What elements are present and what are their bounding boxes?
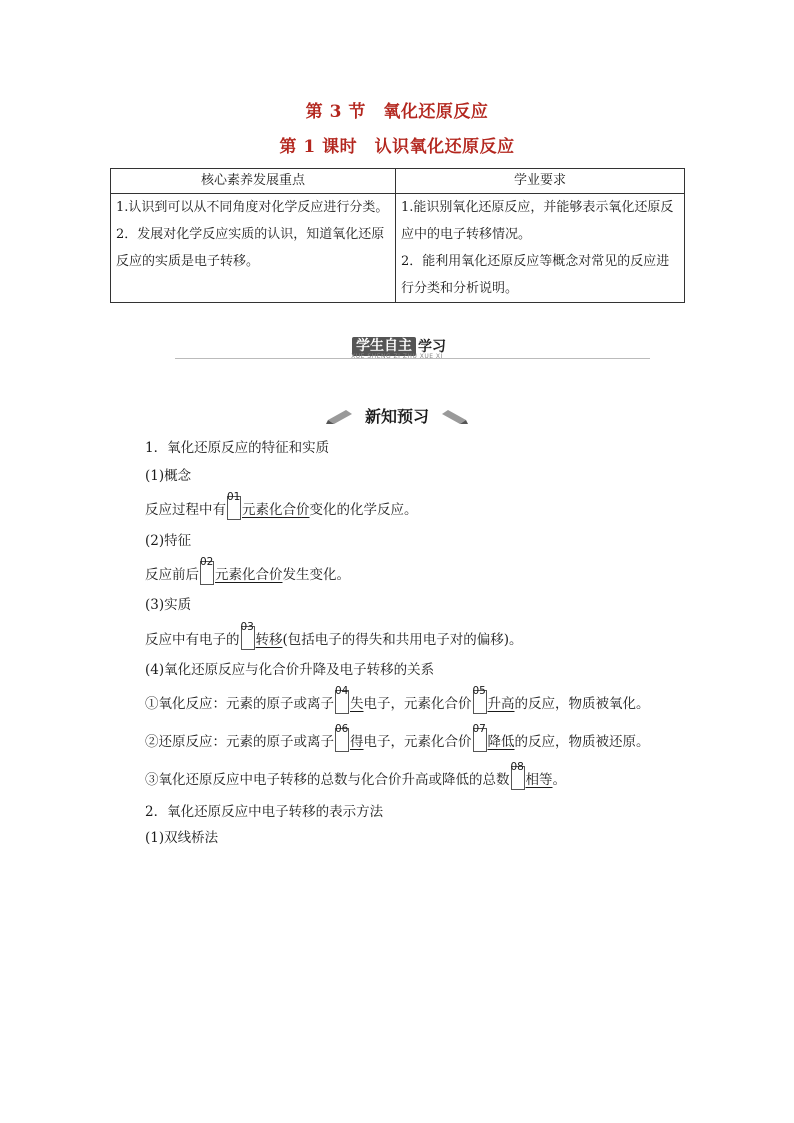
table-cell-core-literacy <box>111 194 396 303</box>
pencil-icon <box>440 408 468 424</box>
answer-text: 失 <box>350 696 364 712</box>
section-title: 第 3 节 氧化还原反应 <box>305 102 489 122</box>
section-banner-label: 学习 <box>418 339 446 355</box>
answer-text: 升高 <box>487 696 515 712</box>
answer-blank: 03 <box>241 626 255 650</box>
paragraph-essence: 反应中有电子的 03 转移(包括电子的得失和共用电子对的偏移)。 <box>145 621 523 648</box>
pencil-icon <box>326 408 354 424</box>
requirements-table <box>110 168 685 303</box>
answer-text: 元素化合价 <box>242 502 310 518</box>
answer-blank: 08 <box>511 766 525 790</box>
list-item: 1.能识别氧化还原反应，并能够表示氧化还原反应中的电子转移情况。 <box>401 200 674 242</box>
answer-blank: 02 <box>200 561 214 585</box>
answer-blank: 06 <box>335 728 349 752</box>
answer-text: 相等 <box>525 772 553 788</box>
section-badge: 学生自主 <box>352 337 416 356</box>
list-item: 2．发展对化学反应实质的认识，知道氧化还原反应的实质是电子转移。 <box>116 227 385 269</box>
sub-banner <box>0 404 794 427</box>
answer-text: 得 <box>350 734 364 750</box>
table-header-core-literacy: 核心素养发展重点 <box>111 169 396 194</box>
answer-blank: 05 <box>473 690 487 714</box>
heading-2: 2．氧化还原反应中电子转移的表示方法 <box>145 804 384 820</box>
subheading-essence: (3)实质 <box>145 597 192 613</box>
paragraph-oxidation: ①氧化反应：元素的原子或离子 04 失电子，元素化合价 05 升高的反应，物质被氧化。 <box>145 685 650 712</box>
table-cell-academic-requirements <box>396 194 685 303</box>
answer-text: 元素化合价 <box>215 567 283 583</box>
sub-banner-label: 新知预习 <box>364 407 429 426</box>
answer-blank: 04 <box>335 690 349 714</box>
paragraph-equality: ③氧化还原反应中电子转移的总数与化合价升高或降低的总数 08 相等。 <box>145 761 566 788</box>
answer-text: 转移 <box>255 632 283 648</box>
answer-text: 降低 <box>487 734 515 750</box>
answer-blank: 01 <box>227 496 241 520</box>
subheading-relation: (4)氧化还原反应与化合价升降及电子转移的关系 <box>145 662 435 678</box>
table-row <box>111 194 685 303</box>
subheading-concept: (1)概念 <box>145 468 192 484</box>
paragraph-concept: 反应过程中有 01 元素化合价变化的化学反应。 <box>145 491 418 518</box>
answer-blank: 07 <box>473 728 487 752</box>
paragraph-feature: 反应前后 02 元素化合价发生变化。 <box>145 556 350 583</box>
paragraph-reduction: ②还原反应：元素的原子或离子 06 得电子，元素化合价 07 降低的反应，物质被还原。 <box>145 723 650 750</box>
subheading-feature: (2)特征 <box>145 533 192 549</box>
heading-1: 1．氧化还原反应的特征和实质 <box>145 440 330 456</box>
list-item: 1.认识到可以从不同角度对化学反应进行分类。 <box>116 200 389 215</box>
list-item: 2．能利用氧化还原反应等概念对常见的反应进行分类和分析说明。 <box>401 254 670 296</box>
subheading-double-bridge: (1)双线桥法 <box>145 830 219 846</box>
section-banner-pinyin: XUE SHENG ZI ZHU XUE XI <box>351 353 443 360</box>
table-header-row <box>111 169 685 194</box>
table-header-academic-requirements: 学业要求 <box>396 169 685 194</box>
lesson-title: 第 1 课时 认识氧化还原反应 <box>279 137 515 157</box>
